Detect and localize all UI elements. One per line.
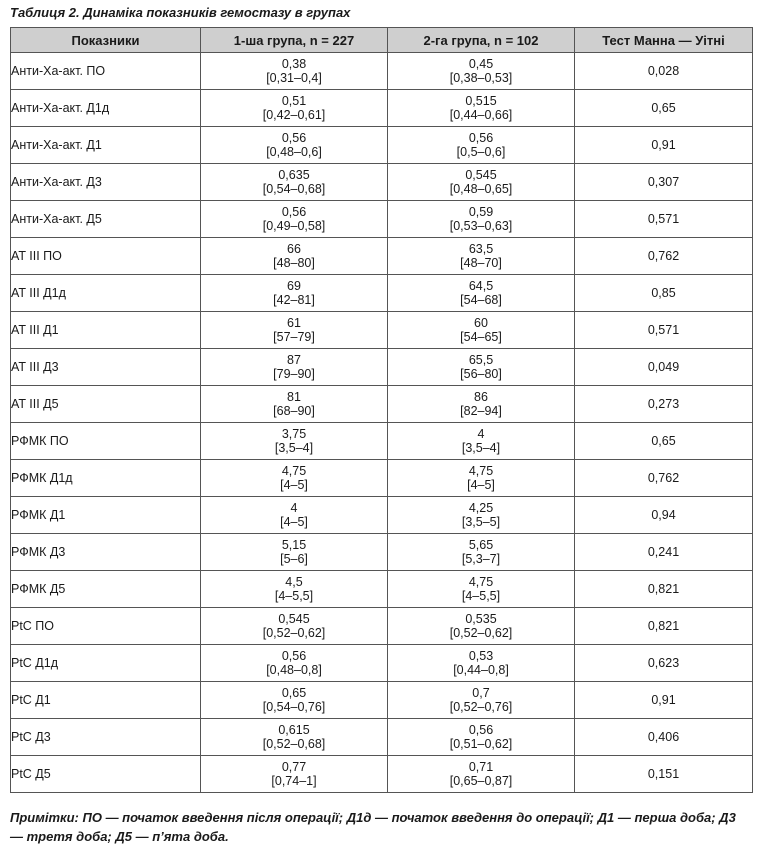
group1-value-cell <box>201 423 388 460</box>
group1-median: 66 <box>287 242 301 256</box>
group2-value-cell <box>388 460 575 497</box>
indicator-cell: РФМК Д1д <box>11 460 201 497</box>
table-row <box>11 275 753 312</box>
p-value-cell: 0,821 <box>575 608 753 645</box>
indicator-cell: РФМК Д1 <box>11 497 201 534</box>
table-note: Примітки: ПО — початок введення після операції; Д1д — початок введення до операції; Д1 — перша доба; Д3 — третя доба; Д5 — п’ята доба. <box>10 810 736 844</box>
p-value-cell: 0,049 <box>575 349 753 386</box>
group1-median: 0,65 <box>281 686 307 700</box>
group1-value-cell <box>201 756 388 793</box>
group1-median: 0,38 <box>281 57 307 71</box>
group1-range: [0,49–0,58] <box>262 219 326 233</box>
indicator-cell: РФМК ПО <box>11 423 201 460</box>
group2-median: 4,25 <box>468 501 494 515</box>
p-value-cell: 0,273 <box>575 386 753 423</box>
group2-median: 0,59 <box>468 205 494 219</box>
p-value-cell: 0,307 <box>575 164 753 201</box>
indicator-cell: РФМК Д5 <box>11 571 201 608</box>
group2-median: 4,75 <box>468 464 494 478</box>
group2-median: 0,53 <box>468 649 494 663</box>
group2-range: [0,51–0,62] <box>449 737 513 751</box>
group1-range: [79–90] <box>273 367 315 381</box>
table-row <box>11 756 753 793</box>
group2-range: [0,52–0,76] <box>449 700 513 714</box>
group1-median: 3,75 <box>281 427 307 441</box>
group2-range: [4–5,5] <box>461 589 501 603</box>
indicator-cell: Анти-Ха-акт. Д1 <box>11 127 201 164</box>
group2-range: [54–65] <box>460 330 502 344</box>
p-value-cell: 0,65 <box>575 423 753 460</box>
table-row <box>11 460 753 497</box>
group1-value-cell <box>201 164 388 201</box>
p-value-cell: 0,623 <box>575 645 753 682</box>
group2-median: 86 <box>474 390 488 404</box>
table-header-row <box>11 28 753 53</box>
indicator-cell: AT III ПО <box>11 238 201 275</box>
indicator-cell: Анти-Ха-акт. Д3 <box>11 164 201 201</box>
group2-value-cell <box>388 201 575 238</box>
group1-range: [0,74–1] <box>271 774 317 788</box>
table-caption: Таблиця 2. Динаміка показників гемостазу в групах <box>10 5 351 20</box>
group2-value-cell <box>388 275 575 312</box>
group2-median: 63,5 <box>468 242 494 256</box>
indicator-cell: AT III Д1 <box>11 312 201 349</box>
group1-range: [0,31–0,4] <box>266 71 322 85</box>
group1-value-cell <box>201 386 388 423</box>
group1-median: 69 <box>287 279 301 293</box>
group1-range: [4–5,5] <box>274 589 314 603</box>
indicator-cell: PtC Д3 <box>11 719 201 756</box>
table-row <box>11 608 753 645</box>
group2-range: [54–68] <box>460 293 502 307</box>
group2-range: [0,52–0,62] <box>449 626 513 640</box>
p-value-cell: 0,762 <box>575 460 753 497</box>
group2-range: [0,44–0,66] <box>449 108 513 122</box>
group2-range: [5,3–7] <box>461 552 501 566</box>
group1-value-cell <box>201 645 388 682</box>
group1-range: [0,54–0,76] <box>262 700 326 714</box>
group1-range: [0,52–0,62] <box>262 626 326 640</box>
group1-value-cell <box>201 312 388 349</box>
group2-value-cell <box>388 682 575 719</box>
table-row <box>11 53 753 90</box>
group2-median: 0,515 <box>465 94 497 108</box>
group1-range: [42–81] <box>273 293 315 307</box>
group2-median: 0,71 <box>468 760 494 774</box>
group1-value-cell <box>201 201 388 238</box>
group2-value-cell <box>388 497 575 534</box>
group2-range: [56–80] <box>460 367 502 381</box>
group1-median: 4,5 <box>285 575 303 589</box>
p-value-cell: 0,91 <box>575 682 753 719</box>
group2-value-cell <box>388 127 575 164</box>
group2-range: [48–70] <box>460 256 502 270</box>
p-value-cell: 0,151 <box>575 756 753 793</box>
header-indicator: Показники <box>11 28 201 53</box>
group1-value-cell <box>201 608 388 645</box>
group2-median: 4,75 <box>468 575 494 589</box>
group2-median: 60 <box>474 316 488 330</box>
group1-value-cell <box>201 682 388 719</box>
group1-median: 0,56 <box>281 205 307 219</box>
table-row <box>11 312 753 349</box>
table-row <box>11 164 753 201</box>
header-group2: 2-га група, n = 102 <box>388 28 575 53</box>
group1-median: 81 <box>287 390 301 404</box>
group2-value-cell <box>388 386 575 423</box>
group1-value-cell <box>201 349 388 386</box>
group1-range: [0,48–0,6] <box>266 145 322 159</box>
group2-value-cell <box>388 238 575 275</box>
group2-value-cell <box>388 312 575 349</box>
group1-value-cell <box>201 497 388 534</box>
group1-median: 61 <box>287 316 301 330</box>
p-value-cell: 0,94 <box>575 497 753 534</box>
group1-value-cell <box>201 127 388 164</box>
indicator-cell: AT III Д5 <box>11 386 201 423</box>
group2-range: [0,5–0,6] <box>456 145 506 159</box>
p-value-cell: 0,91 <box>575 127 753 164</box>
group2-median: 0,7 <box>472 686 490 700</box>
group2-value-cell <box>388 164 575 201</box>
indicator-cell: AT III Д1д <box>11 275 201 312</box>
indicator-cell: PtC Д5 <box>11 756 201 793</box>
group1-range: [57–79] <box>273 330 315 344</box>
group1-median: 0,545 <box>278 612 310 626</box>
group1-median: 0,51 <box>281 94 307 108</box>
p-value-cell: 0,762 <box>575 238 753 275</box>
table-body <box>11 53 753 793</box>
indicator-cell: PtC ПО <box>11 608 201 645</box>
group1-value-cell <box>201 571 388 608</box>
p-value-cell: 0,406 <box>575 719 753 756</box>
group1-range: [3,5–4] <box>274 441 314 455</box>
group1-value-cell <box>201 238 388 275</box>
table-row <box>11 497 753 534</box>
group2-value-cell <box>388 534 575 571</box>
group2-range: [0,44–0,8] <box>453 663 509 677</box>
group2-range: [3,5–5] <box>461 515 501 529</box>
group1-range: [0,42–0,61] <box>262 108 326 122</box>
group2-value-cell <box>388 645 575 682</box>
table-row <box>11 127 753 164</box>
group2-range: [0,65–0,87] <box>449 774 513 788</box>
group2-range: [0,53–0,63] <box>449 219 513 233</box>
group2-median: 64,5 <box>468 279 494 293</box>
group1-median: 0,635 <box>278 168 310 182</box>
group1-range: [4–5] <box>280 515 308 529</box>
indicator-cell: PtC Д1 <box>11 682 201 719</box>
table-row <box>11 423 753 460</box>
table-row <box>11 386 753 423</box>
group1-value-cell <box>201 90 388 127</box>
indicator-cell: Анти-Ха-акт. Д5 <box>11 201 201 238</box>
group2-value-cell <box>388 756 575 793</box>
group1-median: 4 <box>290 501 298 515</box>
group1-median: 0,615 <box>278 723 310 737</box>
group1-median: 4,75 <box>281 464 307 478</box>
group2-median: 5,65 <box>468 538 494 552</box>
table-row <box>11 349 753 386</box>
group1-value-cell <box>201 460 388 497</box>
table-row <box>11 201 753 238</box>
p-value-cell: 0,241 <box>575 534 753 571</box>
group2-median: 65,5 <box>468 353 494 367</box>
table-row <box>11 645 753 682</box>
hemostasis-table <box>10 27 753 793</box>
group1-value-cell <box>201 719 388 756</box>
p-value-cell: 0,571 <box>575 201 753 238</box>
group1-median: 5,15 <box>281 538 307 552</box>
p-value-cell: 0,65 <box>575 90 753 127</box>
table-row <box>11 534 753 571</box>
group2-range: [3,5–4] <box>461 441 501 455</box>
group1-median: 0,56 <box>281 131 307 145</box>
indicator-cell: PtC Д1д <box>11 645 201 682</box>
group1-range: [0,48–0,8] <box>266 663 322 677</box>
table-row <box>11 719 753 756</box>
group2-value-cell <box>388 90 575 127</box>
group1-value-cell <box>201 53 388 90</box>
group1-range: [48–80] <box>273 256 315 270</box>
table-row <box>11 571 753 608</box>
p-value-cell: 0,85 <box>575 275 753 312</box>
p-value-cell: 0,028 <box>575 53 753 90</box>
group2-value-cell <box>388 608 575 645</box>
group1-range: [4–5] <box>280 478 308 492</box>
group1-range: [68–90] <box>273 404 315 418</box>
indicator-cell: Анти-Ха-акт. Д1д <box>11 90 201 127</box>
group1-value-cell <box>201 275 388 312</box>
group2-value-cell <box>388 53 575 90</box>
header-group1: 1-ша група, n = 227 <box>201 28 388 53</box>
header-test: Тест Манна — Уітні <box>575 28 753 53</box>
group2-median: 4 <box>477 427 485 441</box>
group2-range: [82–94] <box>460 404 502 418</box>
p-value-cell: 0,821 <box>575 571 753 608</box>
group2-median: 0,56 <box>468 723 494 737</box>
group1-range: [5–6] <box>280 552 308 566</box>
group1-range: [0,54–0,68] <box>262 182 326 196</box>
group1-median: 87 <box>287 353 301 367</box>
group2-value-cell <box>388 423 575 460</box>
group2-median: 0,56 <box>468 131 494 145</box>
indicator-cell: РФМК Д3 <box>11 534 201 571</box>
group1-range: [0,52–0,68] <box>262 737 326 751</box>
indicator-cell: Анти-Ха-акт. ПО <box>11 53 201 90</box>
group2-range: [4–5] <box>467 478 495 492</box>
table-row <box>11 682 753 719</box>
table-row <box>11 90 753 127</box>
group2-median: 0,535 <box>465 612 497 626</box>
group2-value-cell <box>388 571 575 608</box>
group2-median: 0,545 <box>465 168 497 182</box>
indicator-cell: AT III Д3 <box>11 349 201 386</box>
group2-value-cell <box>388 719 575 756</box>
table-row <box>11 238 753 275</box>
group1-median: 0,56 <box>281 649 307 663</box>
group2-range: [0,38–0,53] <box>449 71 513 85</box>
group2-range: [0,48–0,65] <box>449 182 513 196</box>
group1-median: 0,77 <box>281 760 307 774</box>
group2-median: 0,45 <box>468 57 494 71</box>
group2-value-cell <box>388 349 575 386</box>
p-value-cell: 0,571 <box>575 312 753 349</box>
group1-value-cell <box>201 534 388 571</box>
